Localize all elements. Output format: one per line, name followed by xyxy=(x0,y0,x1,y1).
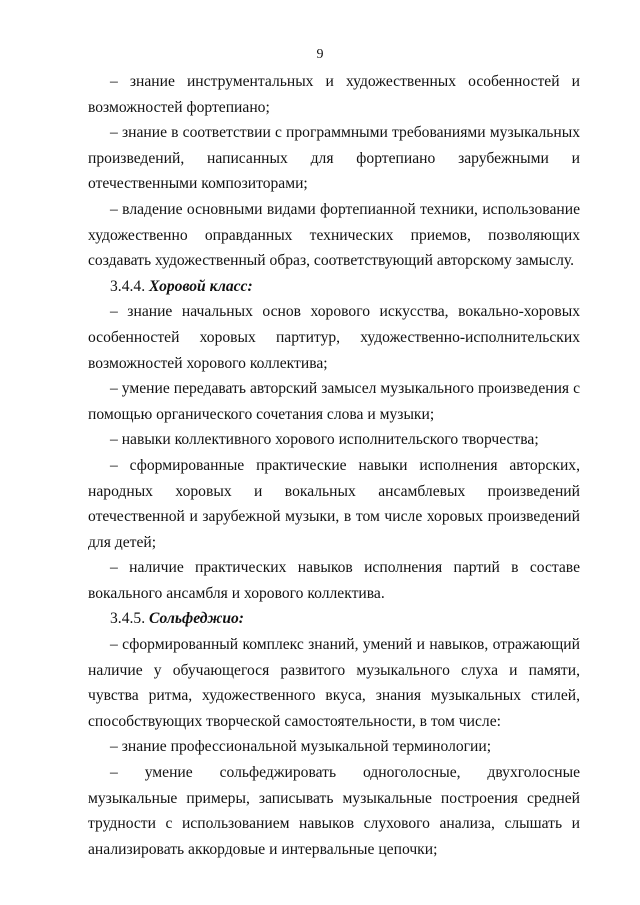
paragraph: – умение сольфеджировать одноголосные, двухголосные музыкальные примеры, записывать музыкальные построения средней трудности с использованием навыков слухового анализа, слышать и анализировать аккордовые и интервальные цепочки; xyxy=(88,764,580,858)
section-number: 3.4.5. xyxy=(110,610,146,628)
paragraph: – наличие практических навыков исполнения партий в составе вокального ансамбля и хорового коллектива. xyxy=(88,559,580,602)
paragraph: – сформированные практические навыки исполнения авторских, народных хоровых и вокальных ансамблевых произведений отечественной и зарубежной музыки, в том числе хоровых произведений для детей; xyxy=(88,456,580,551)
section-heading-3-4-4 xyxy=(88,274,580,300)
page-number: 9 xyxy=(316,47,324,62)
section-title: Сольфеджио: xyxy=(149,610,244,628)
paragraph: – навыки коллективного хорового исполнительского творчества; xyxy=(110,431,539,449)
section-number: 3.4.4. xyxy=(110,277,146,295)
section-heading-3-4-5 xyxy=(88,606,580,632)
paragraph: – знание в соответствии с программными требованиями музыкальных произведений, написанных для фортепиано зарубежными и отечественными композиторами; xyxy=(88,124,580,193)
section-title: Хоровой класс: xyxy=(149,277,253,295)
document-body xyxy=(88,69,580,862)
paragraph: – знание инструментальных и художественных особенностей и возможностей фортепиано; xyxy=(88,73,580,116)
paragraph: – умение передавать авторский замысел музыкального произведения с помощью органического сочетания слова и музыки; xyxy=(88,380,580,423)
paragraph: – сформированный комплекс знаний, умений и навыков, отражающий наличие у обучающегося развитого музыкального слуха и памяти, чувства ритма, художественного вкуса, знания музыкальных стилей, способствующих творческой самостоятельности, в том числе: xyxy=(88,636,580,730)
paragraph: – знание начальных основ хорового искусства, вокально-хоровых особенностей хоровых партитур, художественно-исполнительских возможностей хорового коллектива; xyxy=(88,303,580,372)
paragraph: – знание профессиональной музыкальной терминологии; xyxy=(110,738,492,756)
paragraph: – владение основными видами фортепианной техники, использование художественно оправданных технических приемов, позволяющих создавать художественный образ, соответствующий авторскому замыслу. xyxy=(88,200,580,270)
